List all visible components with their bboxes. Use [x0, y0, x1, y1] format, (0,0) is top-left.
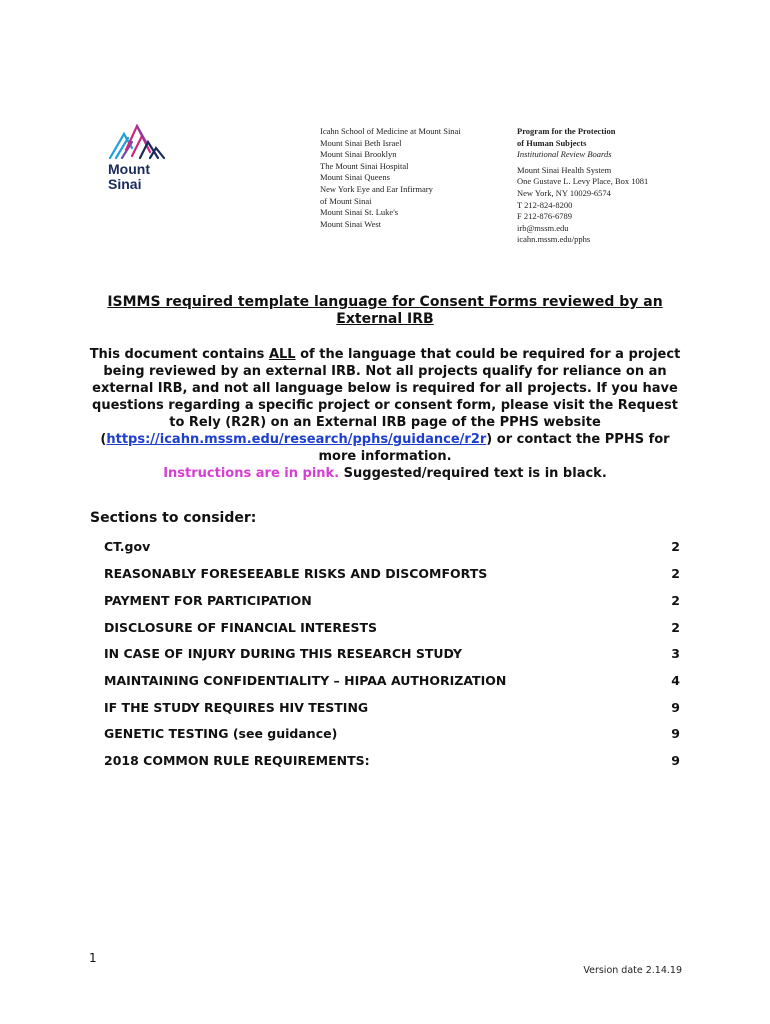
- program-name-line2: of Human Subjects: [517, 137, 587, 148]
- logo-line-1: Mount: [108, 161, 150, 177]
- toc-label: GENETIC TESTING (see guidance): [104, 726, 338, 741]
- address-line1: Mount Sinai Health System: [517, 164, 612, 175]
- hospital-item: of Mount Sinai: [320, 195, 372, 206]
- hospital-item: Icahn School of Medicine at Mount Sinai: [320, 126, 461, 136]
- hospital-item: Mount Sinai Queens: [320, 172, 390, 183]
- hospital-item: Mount Sinai Brooklyn: [320, 149, 397, 160]
- intro-paragraph: [88, 346, 682, 482]
- toc-label: IF THE STUDY REQUIRES HIV TESTING: [104, 700, 369, 715]
- toc-label: MAINTAINING CONFIDENTIALITY – HIPAA AUTHORIZATION: [104, 673, 507, 688]
- hospital-list: [320, 126, 510, 230]
- intro-text-4: Suggested/required text is in black.: [339, 466, 607, 481]
- toc-label: DISCLOSURE OF FINANCIAL INTERESTS: [104, 620, 378, 635]
- fax: F 212-876-6789: [517, 211, 573, 222]
- instructions-pink: Instructions are in pink.: [163, 466, 340, 481]
- toc-entry[interactable]: [104, 646, 680, 661]
- toc-entry[interactable]: [104, 620, 680, 635]
- mount-sinai-logo-icon: [106, 120, 168, 160]
- hospital-item: Mount Sinai West: [320, 218, 382, 229]
- intro-text-1: This document contains: [89, 347, 269, 362]
- toc-label: REASONABLY FORESEEABLE RISKS AND DISCOMFORTS: [104, 566, 488, 581]
- toc-entry[interactable]: [104, 753, 680, 768]
- toc-label: IN CASE OF INJURY DURING THIS RESEARCH STUDY: [104, 646, 463, 661]
- toc-page: 4: [671, 673, 680, 688]
- logo-line-2: Sinai: [108, 176, 142, 192]
- toc-page: 2: [671, 566, 680, 581]
- r2r-link[interactable]: https://icahn.mssm.edu/research/pphs/guidance/r2r: [106, 432, 487, 447]
- intro-all: ALL: [268, 347, 296, 362]
- hospital-item: The Mount Sinai Hospital: [320, 160, 409, 171]
- toc-entry[interactable]: [104, 726, 680, 741]
- address-line2: One Gustave L. Levy Place, Box 1081: [517, 176, 649, 187]
- website: icahn.mssm.edu/pphs: [517, 234, 591, 245]
- program-name-line1: Program for the Protection: [517, 126, 616, 136]
- hospital-item: New York Eye and Ear Infirmary: [320, 183, 433, 194]
- toc-page: 3: [671, 646, 680, 661]
- document-title: ISMMS required template language for Consent Forms reviewed by an External IRB: [107, 294, 663, 327]
- toc-entry[interactable]: [104, 539, 680, 554]
- version-date: Version date 2.14.19: [583, 965, 682, 976]
- toc-label: PAYMENT FOR PARTICIPATION: [104, 593, 312, 608]
- toc-page: 9: [671, 726, 680, 741]
- toc-label: 2018 COMMON RULE REQUIREMENTS:: [104, 753, 370, 768]
- toc-page: 2: [671, 593, 680, 608]
- toc-entry[interactable]: [104, 673, 680, 688]
- intro-text-2: of the language that could be required for a project being reviewed by an external IRB. Not all projects qualify for reliance on an external IRB, and not all language below is required for all projects. If you have questions regarding a specific project or consent form, please visit the Request to Rely (R2R) on an External IRB page of the PPHS website (: [92, 347, 681, 447]
- address-line3: New York, NY 10029-6574: [517, 187, 611, 198]
- hospital-item: Mount Sinai St. Luke's: [320, 207, 399, 218]
- toc-label: CT.gov: [104, 539, 151, 554]
- toc-page: 2: [671, 539, 680, 554]
- intro-text-3: ) or contact the PPHS for more information.: [318, 432, 670, 464]
- toc-entry[interactable]: [104, 593, 680, 608]
- page-number: 1: [89, 951, 97, 965]
- hospital-item: Mount Sinai Beth Israel: [320, 137, 402, 148]
- phone: T 212-824-8200: [517, 199, 573, 210]
- toc-page: 9: [671, 753, 680, 768]
- toc-page: 2: [671, 620, 680, 635]
- sections-heading: Sections to consider:: [90, 510, 257, 526]
- program-subtitle: Institutional Review Boards: [517, 149, 612, 160]
- logo-wordmark: [108, 162, 150, 192]
- toc-entry[interactable]: [104, 566, 680, 581]
- toc-page: 9: [671, 700, 680, 715]
- program-contact-block: [517, 126, 717, 246]
- email: irb@mssm.edu: [517, 222, 569, 233]
- toc-entry[interactable]: [104, 700, 680, 715]
